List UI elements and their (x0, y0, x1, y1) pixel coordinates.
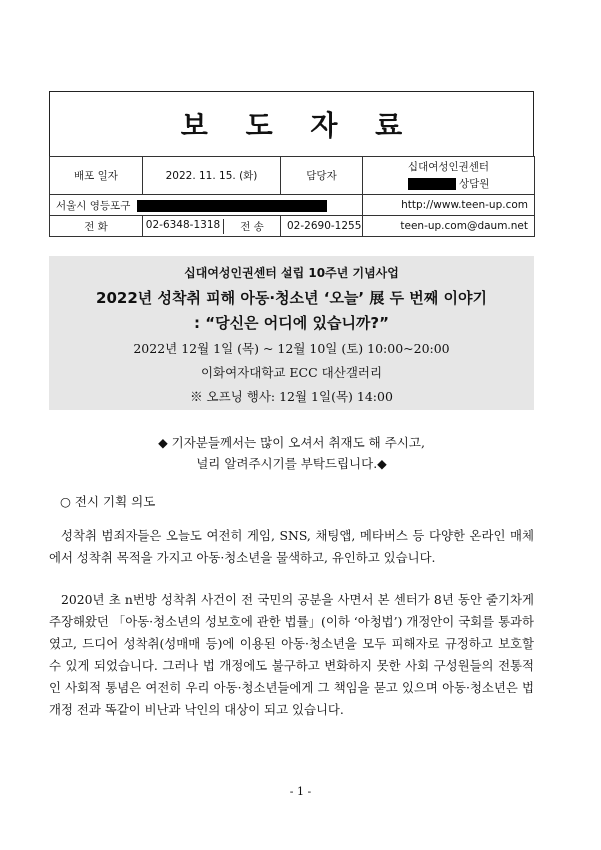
redacted-name (408, 178, 456, 190)
phone (143, 216, 281, 237)
page-number: - 1 - (289, 785, 312, 798)
paragraph-2: 2020년 초 n번방 성착취 사건이 전 국민의 공분을 사면서 본 센터가 8년 동안 줄기차게 주장해왔던 「아동·청소년의 성보호에 관한 법률」(이하 ‘아청법’) 개정안이 국회를 통과하였고, 드디어 성착취(성매매 등)에 이용된 아동·청소년을 모두 피해자로 규정하고 보호할 수 있게 되었습니다. 그러나 법 개정에도 불구하고 변화하지 못한 사회 구성원들의 전통적인 사회적 통념은 여전히 우리 아동·청소년들에게 그 책임을 묻고 있으며 아동·청소년은 법 개정 전과 똑같이 비난과 낙인의 대상이 되고 있습니다. (49, 592, 534, 717)
contact-org: 십대여성인권센터 (407, 160, 490, 173)
info-table (49, 156, 535, 237)
distribution-date-label: 배포 일자 (50, 157, 143, 195)
contact-cell (363, 157, 535, 195)
contact-person (369, 176, 528, 193)
fax-label: 전 송 (223, 219, 280, 234)
contact-role: 상담원 (458, 177, 490, 190)
redacted-address (137, 200, 327, 212)
event-opening: ※ 오프닝 행사: 12월 1일(목) 14:00 (190, 389, 393, 404)
phone-label: 전 화 (50, 216, 143, 237)
website: http://www.teen-up.com (363, 195, 535, 216)
notice-line-1: ◆ 기자분들께서는 많이 오셔서 취재도 해 주시고, (158, 435, 425, 450)
event-date: 2022년 12월 1일 (목) ~ 12월 10일 (토) 10:00~20:00 (133, 341, 450, 356)
event-highlight-box (49, 256, 534, 410)
address-cell (50, 195, 363, 216)
distribution-date: 2022. 11. 15. (화) (143, 157, 281, 195)
notice-line-2: 널리 알려주시기를 부탁드립니다.◆ (196, 456, 387, 471)
event-main-title: 2022년 성착취 피해 아동·청소년 ‘오늘’ 展 두 번째 이야기 (96, 289, 487, 307)
phone-number: 02-6348-1318 (145, 218, 221, 231)
fax: 02-2690-1255 (281, 216, 363, 237)
event-question: : “당신은 어디에 있습니까?” (194, 314, 389, 332)
event-venue: 이화여자대학교 ECC 대산갤러리 (200, 365, 383, 380)
press-notice (49, 432, 534, 474)
contact-label: 담당자 (281, 157, 363, 195)
event-subtitle: 십대여성인권센터 설립 10주년 기념사업 (184, 266, 399, 280)
address-prefix: 서울시 영등포구 (56, 199, 131, 212)
press-release-title (49, 91, 534, 157)
section-title: ○ 전시 기획 의도 (60, 494, 156, 509)
email: teen-up.com@daum.net (363, 216, 535, 237)
title-text: 보 도 자 료 (180, 109, 417, 142)
paragraph-1: 성착취 범죄자들은 오늘도 여전히 게임, SNS, 채팅앱, 메타버스 등 다양한 온라인 매체에서 성착취 목적을 가지고 아동·청소년을 물색하고, 유인하고 있습니다. (49, 528, 534, 565)
